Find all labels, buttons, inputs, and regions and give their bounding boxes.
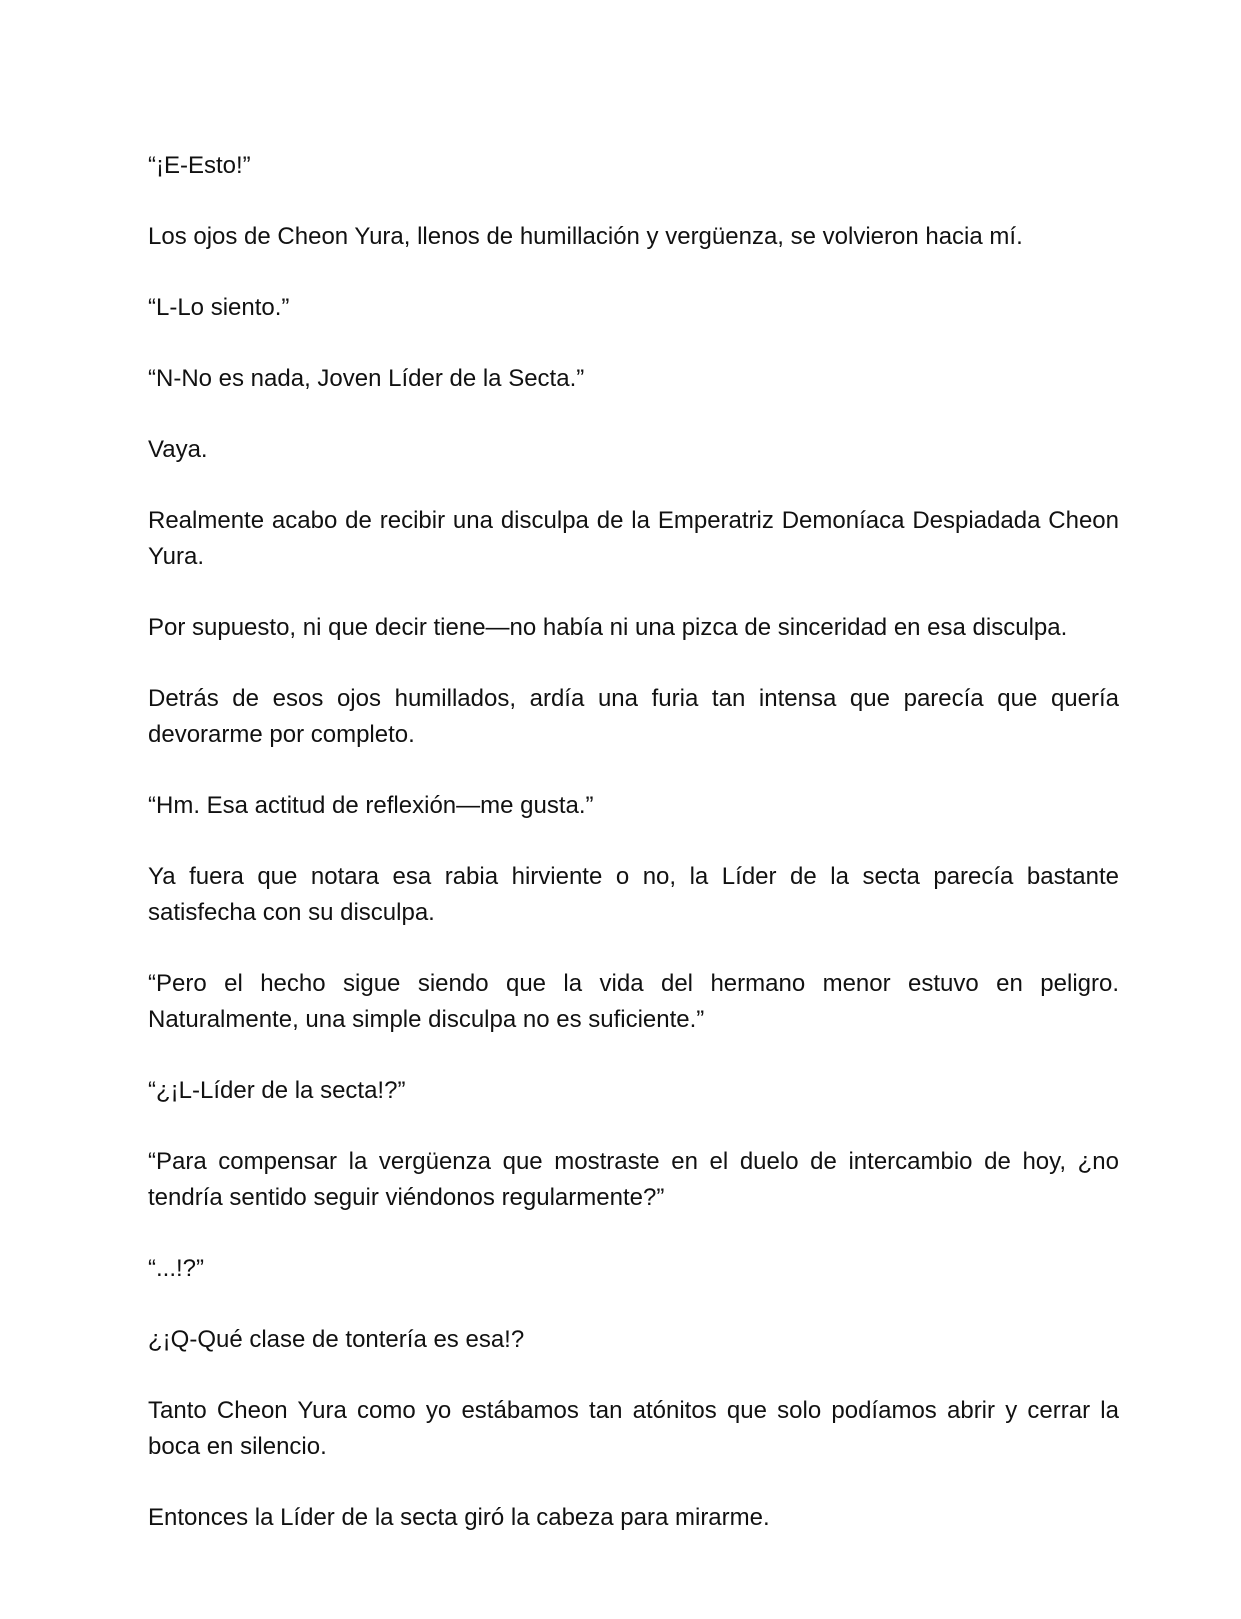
paragraph: “Hm. Esa actitud de reflexión—me gusta.” xyxy=(148,792,594,819)
paragraph: “Para compensar la vergüenza que mostraste en el duelo de intercambio de hoy, ¿no tendría sentido seguir viéndonos regularmente?” xyxy=(148,1148,1119,1211)
paragraph: “L-Lo siento.” xyxy=(148,294,290,321)
paragraph: “Pero el hecho sigue siendo que la vida del hermano menor estuvo en peligro. Naturalmente, una simple disculpa no es suficiente.” xyxy=(148,970,1119,1033)
paragraph: Realmente acabo de recibir una disculpa de la Emperatriz Demoníaca Despiadada Cheon Yura. xyxy=(148,507,1119,570)
paragraph: Ya fuera que notara esa rabia hirviente o no, la Líder de la secta parecía bastante satisfecha con su disculpa. xyxy=(148,863,1119,926)
document-page xyxy=(148,148,1119,1571)
paragraph: Por supuesto, ni que decir tiene—no había ni una pizca de sinceridad en esa disculpa. xyxy=(148,614,1068,641)
paragraph: “N-No es nada, Joven Líder de la Secta.” xyxy=(148,365,585,392)
paragraph: Los ojos de Cheon Yura, llenos de humillación y vergüenza, se volvieron hacia mí. xyxy=(148,223,1023,250)
paragraph: “¡E-Esto!” xyxy=(148,152,251,179)
paragraph: “¿¡L-Líder de la secta!?” xyxy=(148,1077,406,1104)
paragraph: Vaya. xyxy=(148,436,208,463)
paragraph: ¿¡Q-Qué clase de tontería es esa!? xyxy=(148,1326,525,1353)
paragraph: Detrás de esos ojos humillados, ardía una furia tan intensa que parecía que quería devorarme por completo. xyxy=(148,685,1119,748)
paragraph: Tanto Cheon Yura como yo estábamos tan atónitos que solo podíamos abrir y cerrar la boca en silencio. xyxy=(148,1397,1119,1460)
paragraph: “...!?” xyxy=(148,1255,205,1282)
paragraph: Entonces la Líder de la secta giró la cabeza para mirarme. xyxy=(148,1504,770,1531)
